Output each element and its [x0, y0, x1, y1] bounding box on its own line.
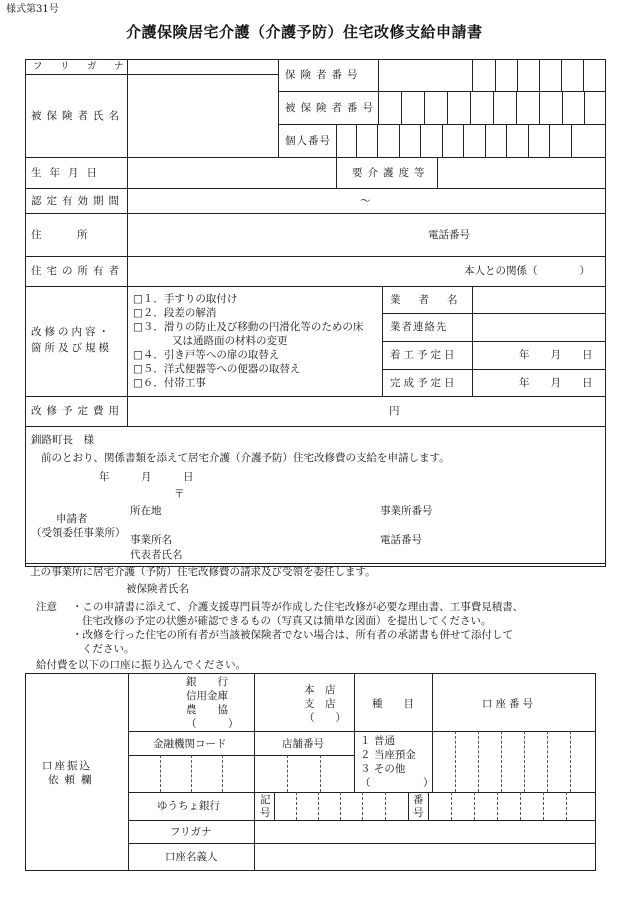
renovation-label-1: 改修の内容・	[31, 326, 112, 338]
owner-label: 住宅の所有者	[31, 265, 124, 277]
form-number: 様式第31号	[6, 4, 59, 15]
start-date-label: 着工予定日	[390, 349, 458, 361]
personal-number-label: 個人番号	[285, 135, 331, 147]
page-title: 介護保険居宅介護（介護予防）住宅改修支給申請書	[126, 23, 483, 41]
yen-label: 円	[389, 405, 400, 417]
insured-name-2-label: 被保険者氏名	[126, 583, 189, 595]
branch-label-branch: 支 店	[304, 698, 336, 710]
account-type-3-detail: （ ）	[360, 777, 434, 789]
application-statement: 前のとおり、関係書類を添えて居宅介護（介護予防）住宅改修費の支給を申請します。	[41, 452, 450, 464]
yucho-label: ゆうちょ銀行	[157, 800, 220, 812]
account-type-3[interactable]: ３ その他	[360, 763, 406, 775]
insured-name-label: 被保険者氏名	[31, 110, 124, 122]
type-label: 種 目	[372, 698, 414, 710]
note-label: 注意	[36, 601, 57, 613]
furigana-label: フ リ ガ ナ	[33, 61, 128, 72]
symbol-label-2: 号	[260, 807, 271, 819]
branch-number-label: 店舗番号	[282, 738, 324, 750]
insurer-number-label: 保険者番号	[285, 69, 363, 81]
office-number-label: 事業所番号	[380, 505, 433, 517]
validity-tilde: ～	[360, 195, 371, 207]
number-label-1: 番	[413, 794, 424, 806]
insured-number-label: 被保険者番号	[285, 102, 378, 114]
address-label: 住 所	[31, 229, 89, 241]
note-2b: ください。	[82, 643, 135, 655]
representative-label: 代表者氏名	[130, 549, 183, 561]
location-label: 所在地	[130, 505, 162, 517]
note-2a: ・改修を行った住宅の所有者が当該被保険者でない場合は、所有者の承諾書も併せて添付して	[72, 629, 513, 641]
care-level-label: 要介護度等	[352, 167, 430, 179]
application-date: 年 月 日	[99, 471, 194, 483]
number-label-2: 号	[413, 807, 424, 819]
renovation-item-5[interactable]: □５．洋式便器等への便器の取替え	[133, 363, 301, 375]
contractor-contact-label: 業者連絡先	[390, 321, 448, 333]
birthdate-label: 生年月日	[31, 167, 105, 179]
branch-label-other: （ ）	[304, 712, 346, 724]
symbol-label-1: 記	[260, 794, 271, 806]
note-1a: ・この申請書に添えて、介護支援専門員等が作成した住宅改修が必要な理由書、工事費見積書、	[72, 601, 524, 613]
fi-code-label: 金融機関コード	[153, 738, 227, 750]
bank-label-other: （ ）	[186, 718, 239, 730]
delegation-statement: 上の事業所に居宅介護（予防）住宅改修費の請求及び受領を委任します。	[30, 566, 376, 578]
account-type-1[interactable]: １ 普通	[360, 735, 395, 747]
phone-label: 電話番号	[428, 229, 470, 241]
postal-mark: 〒	[174, 488, 185, 500]
account-holder-label: 口座名義人	[165, 851, 218, 863]
start-date-ymd: 年 月 日	[519, 349, 593, 361]
mayor-address: 釧路町長 様	[31, 434, 94, 446]
bank-label-noukyo: 農 協	[186, 704, 228, 716]
renovation-item-3-cont: 又は通路面の材料の変更	[172, 335, 288, 347]
account-type-2[interactable]: ２ 当座預金	[360, 749, 416, 761]
payment-intro: 給付費を以下の口座に振り込んでください。	[36, 659, 246, 671]
contractor-label: 業者名	[390, 294, 476, 306]
end-date-ymd: 年 月 日	[519, 377, 593, 389]
renovation-item-3[interactable]: □３．滑りの防止及び移動の円滑化等のための床	[133, 321, 364, 333]
bank-label-bank: 銀 行	[186, 676, 228, 688]
account-number-label: 口座番号	[482, 698, 536, 710]
furigana-2-label: フリガナ	[170, 826, 212, 838]
applicant-sub-label: （受領委任事業所）	[31, 527, 126, 539]
renovation-item-1[interactable]: □１．手すりの取付け	[133, 293, 238, 305]
office-name-label: 事業所名	[130, 534, 172, 546]
relation-label: 本人との関係（ ）	[464, 265, 590, 277]
renovation-item-2[interactable]: □２．段差の解消	[133, 307, 217, 319]
renovation-item-4[interactable]: □４．引き戸等への扉の取替え	[133, 349, 280, 361]
end-date-label: 完成予定日	[390, 377, 458, 389]
branch-label-main: 本 店	[304, 684, 336, 696]
office-phone-label: 電話番号	[380, 534, 422, 546]
transfer-label-2: 依頼欄	[48, 774, 98, 786]
validity-period-label: 認定有効期間	[31, 195, 124, 207]
applicant-label: 申請者	[56, 513, 88, 525]
note-1b: 住宅改修の予定の状態が確認できるもの（写真又は簡単な図面）を提出してください。	[82, 615, 492, 627]
renovation-label-2: 箇所及び規模	[31, 342, 112, 354]
bank-label-shinkin: 信用金庫	[186, 690, 228, 702]
estimated-cost-label: 改修予定費用	[31, 405, 124, 417]
transfer-label-1: 口座振込	[42, 760, 92, 772]
renovation-item-6[interactable]: □６．付帯工事	[133, 377, 206, 389]
